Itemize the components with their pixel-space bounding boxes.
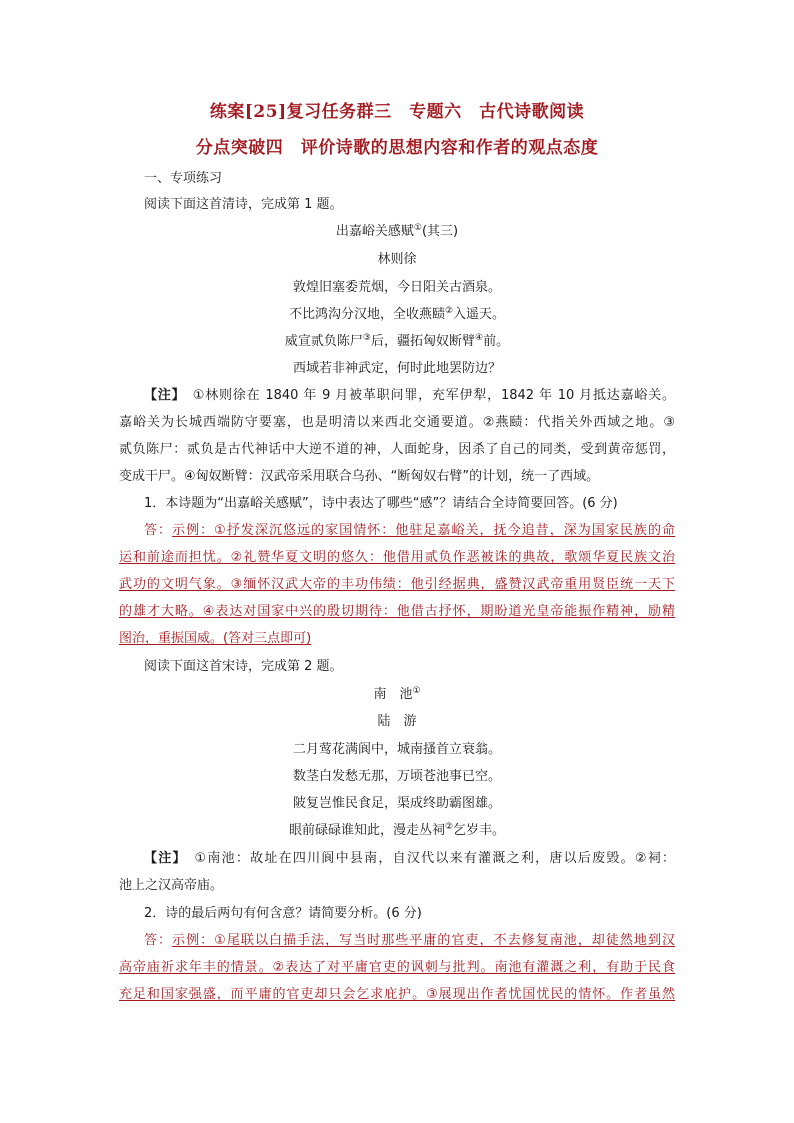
answer-1-line: 图治，重振国威。(答对三点即可) xyxy=(119,631,312,646)
question-1: 1．本诗题为“出嘉峪关感赋”，诗中表达了哪些“感”？请结合全诗简要回答。(6 分) xyxy=(144,496,618,511)
note-1-line: 贰负陈尸：贰负是古代神话中大逆不道的神，人面蛇身，因杀了自己的同类，受到黄帝惩罚， xyxy=(119,442,675,457)
answer-1-line: 答：示例：①抒发深沉悠远的家国情怀：他驻足嘉峪关，抚今追昔，深为国家民族的命 xyxy=(144,523,675,538)
poem-2-title: 南 池① xyxy=(373,686,421,702)
answer-2-line: 高帝庙祈求年丰的情景。②表达了对平庸官吏的讽刺与批判。南池有灌溉之利，有助于民食 xyxy=(119,960,675,975)
poem-2-author: 陆 游 xyxy=(377,714,417,729)
note-1-line: 嘉峪关为长城西端防守要塞，也是明清以来西北交通要道。②燕赜：代指关外西域之地。③ xyxy=(119,415,675,430)
poem-2-line: 数茎白发愁无那，万顷苍池事已空。 xyxy=(292,769,501,784)
answer-2-line: 充足和国家强盛，而平庸的官吏却只会乞求庇护。③展现出作者忧国忧民的情怀。作者虽然 xyxy=(119,987,675,1002)
poem-1-title: 出嘉峪关感赋①(其三) xyxy=(335,223,459,239)
instruction-1: 阅读下面这首清诗，完成第 1 题。 xyxy=(144,197,343,212)
note-2-line: 【注】 ①南池：故址在四川阆中县南，自汉代以来有灌溉之利，唐以后废毁。②祠： xyxy=(144,851,675,866)
poem-2-line: 二月莺花满阆中，城南搔首立衰翁。 xyxy=(292,742,501,757)
document-subtitle: 分点突破四 评价诗歌的思想内容和作者的观点态度 xyxy=(195,138,599,158)
note-1-line: 变成干尸。④匈奴断臂：汉武帝采用联合乌孙、“断匈奴右臂”的计划，统一了西域。 xyxy=(119,469,600,484)
poem-1-line: 不比鸿沟分汉地，全收燕赜②入遥天。 xyxy=(288,306,506,322)
answer-2-line: 答：示例：①尾联以白描手法，写当时那些平庸的官吏，不去修复南池，却徒然地到汉 xyxy=(144,933,675,948)
answer-1-line: 武功的文明气象。③缅怀汉武大帝的丰功伟绩：他引经据典，盛赞汉武帝重用贤臣统一天下 xyxy=(119,577,675,592)
section-heading: 一、专项练习 xyxy=(144,171,223,186)
document-title: 练案[25]复习任务群三 专题六 古代诗歌阅读 xyxy=(209,102,585,122)
instruction-2: 阅读下面这首宋诗，完成第 2 题。 xyxy=(144,659,343,674)
note-1-line: 【注】 ①林则徐在 1840 年 9 月被革职问罪，充军伊犁，1842 年 10 月抵达嘉峪关。 xyxy=(144,388,675,403)
answer-1-line: 运和前途而担忧。②礼赞华夏文明的悠久：他借用贰负作恶被诛的典故，歌颂华夏民族文治 xyxy=(119,550,675,565)
poem-1-line: 西域若非神武定，何时此地罢防边？ xyxy=(292,361,501,376)
poem-1-author: 林则徐 xyxy=(377,252,417,267)
question-2: 2．诗的最后两句有何含意？请简要分析。(6 分) xyxy=(144,906,422,921)
poem-1-line: 威宣贰负陈尸③后，疆拓匈奴断臂④前。 xyxy=(284,333,510,349)
poem-1-line: 敦煌旧塞委荒烟，今日阳关古酒泉。 xyxy=(292,280,501,295)
answer-1-line: 的雄才大略。④表达对国家中兴的殷切期待：他借古抒怀，期盼道光皇帝能振作精神，励精 xyxy=(119,604,675,619)
poem-2-line: 陂复岂惟民食足，渠成终助霸图雄。 xyxy=(292,796,501,811)
note-2-line: 池上之汉高帝庙。 xyxy=(119,878,224,893)
poem-2-line: 眼前碌碌谁知此，漫走丛祠②乞岁丰。 xyxy=(288,822,506,838)
